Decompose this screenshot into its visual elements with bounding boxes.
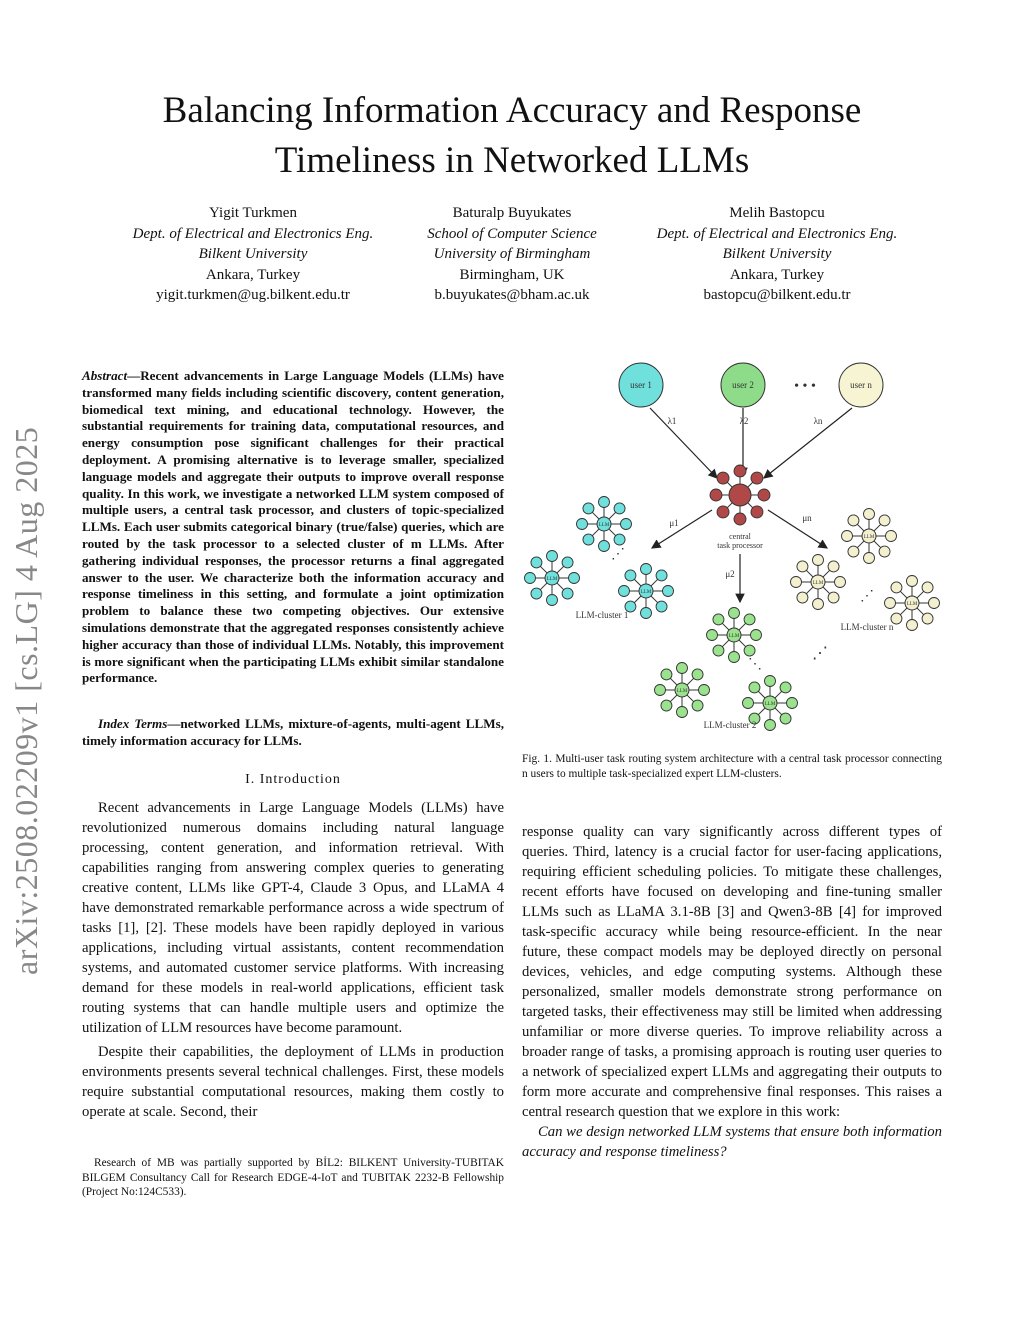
clustern-llm-b-satellite-node bbox=[797, 592, 808, 603]
central-processor-satellite-node bbox=[710, 489, 722, 501]
cluster2-llm-b-satellite-node bbox=[677, 663, 688, 674]
cluster1-llm-c-hub-label: LLM bbox=[640, 590, 652, 595]
cluster-n-label: LLM-cluster n bbox=[840, 622, 894, 632]
cluster1-llm-b-satellite-node bbox=[569, 573, 580, 584]
cluster1-llm-c-satellite-node bbox=[619, 586, 630, 597]
author-name: Yigit Turkmen bbox=[209, 205, 297, 221]
cluster2-llm-b-hub-label: LLM bbox=[676, 689, 688, 694]
author-email: b.buyukates@bham.ac.uk bbox=[434, 287, 590, 303]
cluster2-llm-a-hub-label: LLM bbox=[728, 634, 740, 639]
author-email: yigit.turkmen@ug.bilkent.edu.tr bbox=[156, 287, 350, 303]
cluster1-llm-a-satellite-node bbox=[583, 534, 594, 545]
author-univ: Bilkent University bbox=[198, 246, 308, 262]
author-name: Melih Bastopcu bbox=[729, 205, 825, 221]
author-city: Ankara, Turkey bbox=[729, 266, 825, 283]
cluster2-llm-c-satellite-node bbox=[749, 682, 760, 693]
index-terms-text: —networked LLMs, mixture-of-agents, multi-agent LLMs, timely information accuracy for LLMs. bbox=[82, 716, 504, 748]
cluster2-llm-c-hub-label: LLM bbox=[764, 702, 776, 707]
lambda-n-label: λn bbox=[813, 416, 823, 426]
user-1-label: user 1 bbox=[630, 380, 652, 390]
cluster2-llm-c-satellite-node bbox=[780, 682, 791, 693]
cluster2-llm-a-satellite-node bbox=[744, 645, 755, 656]
index-terms bbox=[82, 716, 504, 750]
cluster1-llm-c-satellite-node bbox=[641, 564, 652, 575]
cluster1-llm-b-satellite-node bbox=[525, 573, 536, 584]
cluster1-llm-a-satellite-node bbox=[614, 503, 625, 514]
cluster1-llm-b-satellite-node bbox=[547, 595, 558, 606]
intro-paragraph-3: response quality can vary significantly across different types of queries. Third, latency is a crucial factor for user-facing applications, requiring efficient scheduling policies. To mitigate these challenges, recent efforts have focused on developing and fine-tuning smaller LLMs such as LLaMA 3.1-8B [3] and Qwen3-8B [4] for improved task-specific accuracy while being resource-efficient. In the near future, these compact models may be deployed directly on personal devices, vehicles, and edge computing systems. Although these personalized, smaller models demonstrate strong performance on targeted tasks, their effectiveness may still be limited when addressing unfamiliar or more diverse queries. To improve reliability across a broader range of tasks, a promising approach is routing user queries to a network of specialized expert LLMs and aggregating their outputs to form more accurate and comprehensive final responses. This raises a central research question that we explore in this work: bbox=[522, 824, 942, 1120]
cluster1-llm-c-satellite-node bbox=[663, 586, 674, 597]
central-processor-satellite-node bbox=[758, 489, 770, 501]
central-processor-satellite-node bbox=[717, 506, 729, 518]
clustern-llm-b-satellite-node bbox=[813, 599, 824, 610]
central-processor-satellite-node bbox=[751, 506, 763, 518]
cluster2-llm-b-satellite-node bbox=[661, 700, 672, 711]
author-dept: Dept. of Electrical and Electronics Eng. bbox=[656, 225, 898, 242]
clustern-llm-c-satellite-node bbox=[922, 582, 933, 593]
cluster1-llm-c-satellite-node bbox=[656, 601, 667, 612]
lambda-2-label: λ2 bbox=[739, 416, 749, 426]
central-label-line-1: central bbox=[729, 532, 751, 541]
figure-1 bbox=[522, 360, 942, 740]
abstract-text: —Recent advancements in Large Language Models (LLMs) have transformed many fields including scientific discovery, content generation, biomedical text mining, and educational technology. However, the substantial requirements for training data, computational resources, and energy consumption pose significant challenges for their practical deployment. A promising alternative is to leverage smaller, specialized language models and aggregate their outputs to improve overall response quality. In this work, we investigate a networked LLM system composed of multiple users, a central task processor, and clusters of topic-specialized LLMs. Each user submits categorical binary (true/false) queries, which are routed by the task processor to a selected cluster of m LLMs. After gathering individual responses, the processor returns a final aggregated answer to the user. We characterize both the information accuracy and response timeliness in this setting, and formulate a joint optimization problem to balance these two competing objectives. Our extensive simulations demonstrate that the aggregated responses consistently achieve higher accuracy than those of individual LLMs. Notably, this improvement is more significant when the participating LLMs exhibit similar standalone performance. bbox=[82, 368, 504, 686]
cluster-2-label: LLM-cluster 2 bbox=[703, 720, 757, 730]
cluster2-llm-a-satellite-node bbox=[707, 630, 718, 641]
intro-paragraph-2: Despite their capabilities, the deployment of LLMs in production environments presents several technical challenges. First, these models require substantial computational resources, making them costly to operate at scale. Second, their bbox=[82, 1044, 504, 1120]
cluster1-llm-b-satellite-node bbox=[531, 557, 542, 568]
footnote: Research of MB was partially supported by BİL2: BILKENT University-TUBITAK BILGEM Consultancy Call for Research EDGE-4-IoT and TUBITAK 2232-B Fellowship (Project No:124C533). bbox=[82, 1157, 504, 1199]
title-line-2: Timeliness in Networked LLMs bbox=[274, 140, 750, 181]
clustern-llm-c-satellite-node bbox=[907, 576, 918, 587]
cluster2-llm-c-satellite-node bbox=[765, 676, 776, 687]
clustern-llm-a-satellite-node bbox=[886, 531, 897, 542]
author-email: bastopcu@bilkent.edu.tr bbox=[703, 287, 851, 303]
user-n-label: user n bbox=[850, 380, 872, 390]
clustern-llm-a-satellite-node bbox=[842, 531, 853, 542]
cluster1-llm-a-satellite-node bbox=[621, 519, 632, 530]
cluster2-llm-b-satellite-node bbox=[655, 685, 666, 696]
arrow-central-to-clustern bbox=[768, 510, 827, 548]
clustern-llm-b-satellite-node bbox=[835, 577, 846, 588]
cluster2-llm-b-satellite-node bbox=[661, 669, 672, 680]
clustern-llm-a-satellite-node bbox=[848, 546, 859, 557]
cluster2-llm-a-satellite-node bbox=[713, 645, 724, 656]
users-ellipsis: • • • bbox=[794, 379, 816, 394]
cluster1-llm-c-satellite-node bbox=[625, 570, 636, 581]
author-block-2 bbox=[362, 203, 662, 306]
clustern-llm-a-hub-label: LLM bbox=[863, 535, 875, 540]
arrow-user1-to-central bbox=[650, 408, 717, 478]
cluster2-ellipsis: ⋱ bbox=[748, 657, 762, 672]
clustern-ellipsis: ⋰ bbox=[860, 589, 874, 604]
cluster1-llm-b-hub-label: LLM bbox=[546, 577, 558, 582]
cluster1-llm-b-satellite-node bbox=[531, 588, 542, 599]
architecture-diagram bbox=[522, 360, 942, 740]
clustern-llm-a-satellite-node bbox=[864, 509, 875, 520]
central-processor-satellite-node bbox=[717, 472, 729, 484]
cluster2-llm-a-satellite-node bbox=[713, 614, 724, 625]
clustern-llm-a-satellite-node bbox=[879, 546, 890, 557]
central-processor-satellite-node bbox=[734, 513, 746, 525]
clustern-llm-b-satellite-node bbox=[813, 555, 824, 566]
mu-1-label: μ1 bbox=[669, 518, 679, 528]
mu-2-label: μ2 bbox=[725, 569, 735, 579]
cluster2-llm-b-satellite-node bbox=[692, 700, 703, 711]
author-city: Birmingham, UK bbox=[459, 266, 565, 283]
section-heading: I. Introduction bbox=[245, 772, 341, 787]
clustern-llm-c-satellite-node bbox=[922, 613, 933, 624]
cluster2-llm-b-satellite-node bbox=[699, 685, 710, 696]
author-name: Baturalp Buyukates bbox=[452, 205, 572, 221]
clustern-llm-b-satellite-node bbox=[797, 561, 808, 572]
clustern-llm-a-satellite-node bbox=[848, 515, 859, 526]
clustern-llm-c-satellite-node bbox=[891, 582, 902, 593]
cluster2-llm-a-satellite-node bbox=[744, 614, 755, 625]
cluster-1-label: LLM-cluster 1 bbox=[575, 610, 629, 620]
central-label-line-2: task processor bbox=[717, 541, 763, 550]
abstract-label: Abstract bbox=[82, 368, 128, 383]
title-line-1: Balancing Information Accuracy and Response bbox=[162, 90, 862, 131]
clustern-llm-c-satellite-node bbox=[907, 620, 918, 631]
central-processor-satellite-node bbox=[751, 472, 763, 484]
clustern-llm-b-hub-label: LLM bbox=[812, 581, 824, 586]
central-processor-hub-node bbox=[729, 484, 751, 506]
arxiv-stamp: arXiv:2508.02209v1 [cs.LG] 4 Aug 2025 bbox=[8, 426, 44, 975]
clustern-llm-c-satellite-node bbox=[885, 598, 896, 609]
clustern-llm-b-satellite-node bbox=[791, 577, 802, 588]
cluster1-llm-b-satellite-node bbox=[547, 551, 558, 562]
author-univ: Bilkent University bbox=[722, 246, 832, 262]
figure-caption: Fig. 1. Multi-user task routing system architecture with a central task processor connecting n users to multiple task-specialized expert LLM-clusters. bbox=[522, 753, 942, 780]
arrow-central-to-cluster1 bbox=[652, 510, 712, 548]
cluster2-llm-c-satellite-node bbox=[787, 698, 798, 709]
cluster1-llm-a-satellite-node bbox=[577, 519, 588, 530]
lambda-1-label: λ1 bbox=[667, 416, 677, 426]
research-question: Can we design networked LLM systems that ensure both information accuracy and response timeliness? bbox=[522, 1124, 942, 1160]
arrow-usern-to-central bbox=[764, 408, 852, 478]
clusters-ellipsis: ⋰ bbox=[812, 645, 828, 662]
clustern-llm-a-satellite-node bbox=[864, 553, 875, 564]
cluster2-llm-c-satellite-node bbox=[780, 713, 791, 724]
intro-right-column bbox=[522, 822, 942, 1162]
mu-n-label: μn bbox=[802, 513, 812, 523]
cluster1-llm-a-satellite-node bbox=[614, 534, 625, 545]
clustern-llm-c-hub-label: LLM bbox=[906, 602, 918, 607]
intro-left-column bbox=[82, 798, 504, 1122]
cluster2-llm-a-satellite-node bbox=[729, 608, 740, 619]
clustern-llm-a-satellite-node bbox=[879, 515, 890, 526]
author-univ: University of Birmingham bbox=[433, 246, 591, 262]
cluster1-llm-b-satellite-node bbox=[562, 588, 573, 599]
paper-title bbox=[60, 86, 964, 186]
cluster1-llm-a-satellite-node bbox=[599, 497, 610, 508]
cluster1-llm-a-hub-label: LLM bbox=[598, 523, 610, 528]
cluster1-llm-c-satellite-node bbox=[656, 570, 667, 581]
author-block-1 bbox=[103, 203, 403, 306]
cluster1-llm-c-satellite-node bbox=[641, 608, 652, 619]
cluster1-llm-a-satellite-node bbox=[599, 541, 610, 552]
clustern-llm-b-satellite-node bbox=[828, 592, 839, 603]
author-city: Ankara, Turkey bbox=[205, 266, 301, 283]
cluster1-llm-a-satellite-node bbox=[583, 503, 594, 514]
cluster2-llm-b-satellite-node bbox=[677, 707, 688, 718]
author-block-3 bbox=[627, 203, 927, 306]
index-terms-label: Index Terms bbox=[98, 716, 168, 731]
intro-paragraph-1: Recent advancements in Large Language Models (LLMs) have revolutionized numerous domains including natural language processing, content generation, and information retrieval. With capabilities ranging from answering complex queries to generating creative content, LLMs like GPT-4, Claude 3 Opus, and LLaMA 4 have demonstrated remarkable performance across a wide spectrum of tasks [1], [2]. These models have been rapidly deployed in various applications, including virtual assistants, content recommendation systems, and automated customer service platforms. With increasing demand for these models in real-world applications, efficient task routing systems that can handle multiple users and optimize the utilization of LLM resources have become paramount. bbox=[82, 800, 504, 1036]
cluster1-ellipsis: ⋰ bbox=[611, 547, 625, 562]
cluster2-llm-b-satellite-node bbox=[692, 669, 703, 680]
cluster1-llm-b-satellite-node bbox=[562, 557, 573, 568]
user-2-label: user 2 bbox=[732, 380, 754, 390]
cluster2-llm-c-satellite-node bbox=[743, 698, 754, 709]
author-dept: Dept. of Electrical and Electronics Eng. bbox=[132, 225, 374, 242]
cluster2-llm-c-satellite-node bbox=[765, 720, 776, 731]
cluster2-llm-a-satellite-node bbox=[751, 630, 762, 641]
abstract bbox=[82, 368, 504, 687]
central-processor-satellite-node bbox=[734, 465, 746, 477]
author-dept: School of Computer Science bbox=[427, 225, 597, 242]
cluster2-llm-a-satellite-node bbox=[729, 652, 740, 663]
clustern-llm-c-satellite-node bbox=[929, 598, 940, 609]
clustern-llm-b-satellite-node bbox=[828, 561, 839, 572]
